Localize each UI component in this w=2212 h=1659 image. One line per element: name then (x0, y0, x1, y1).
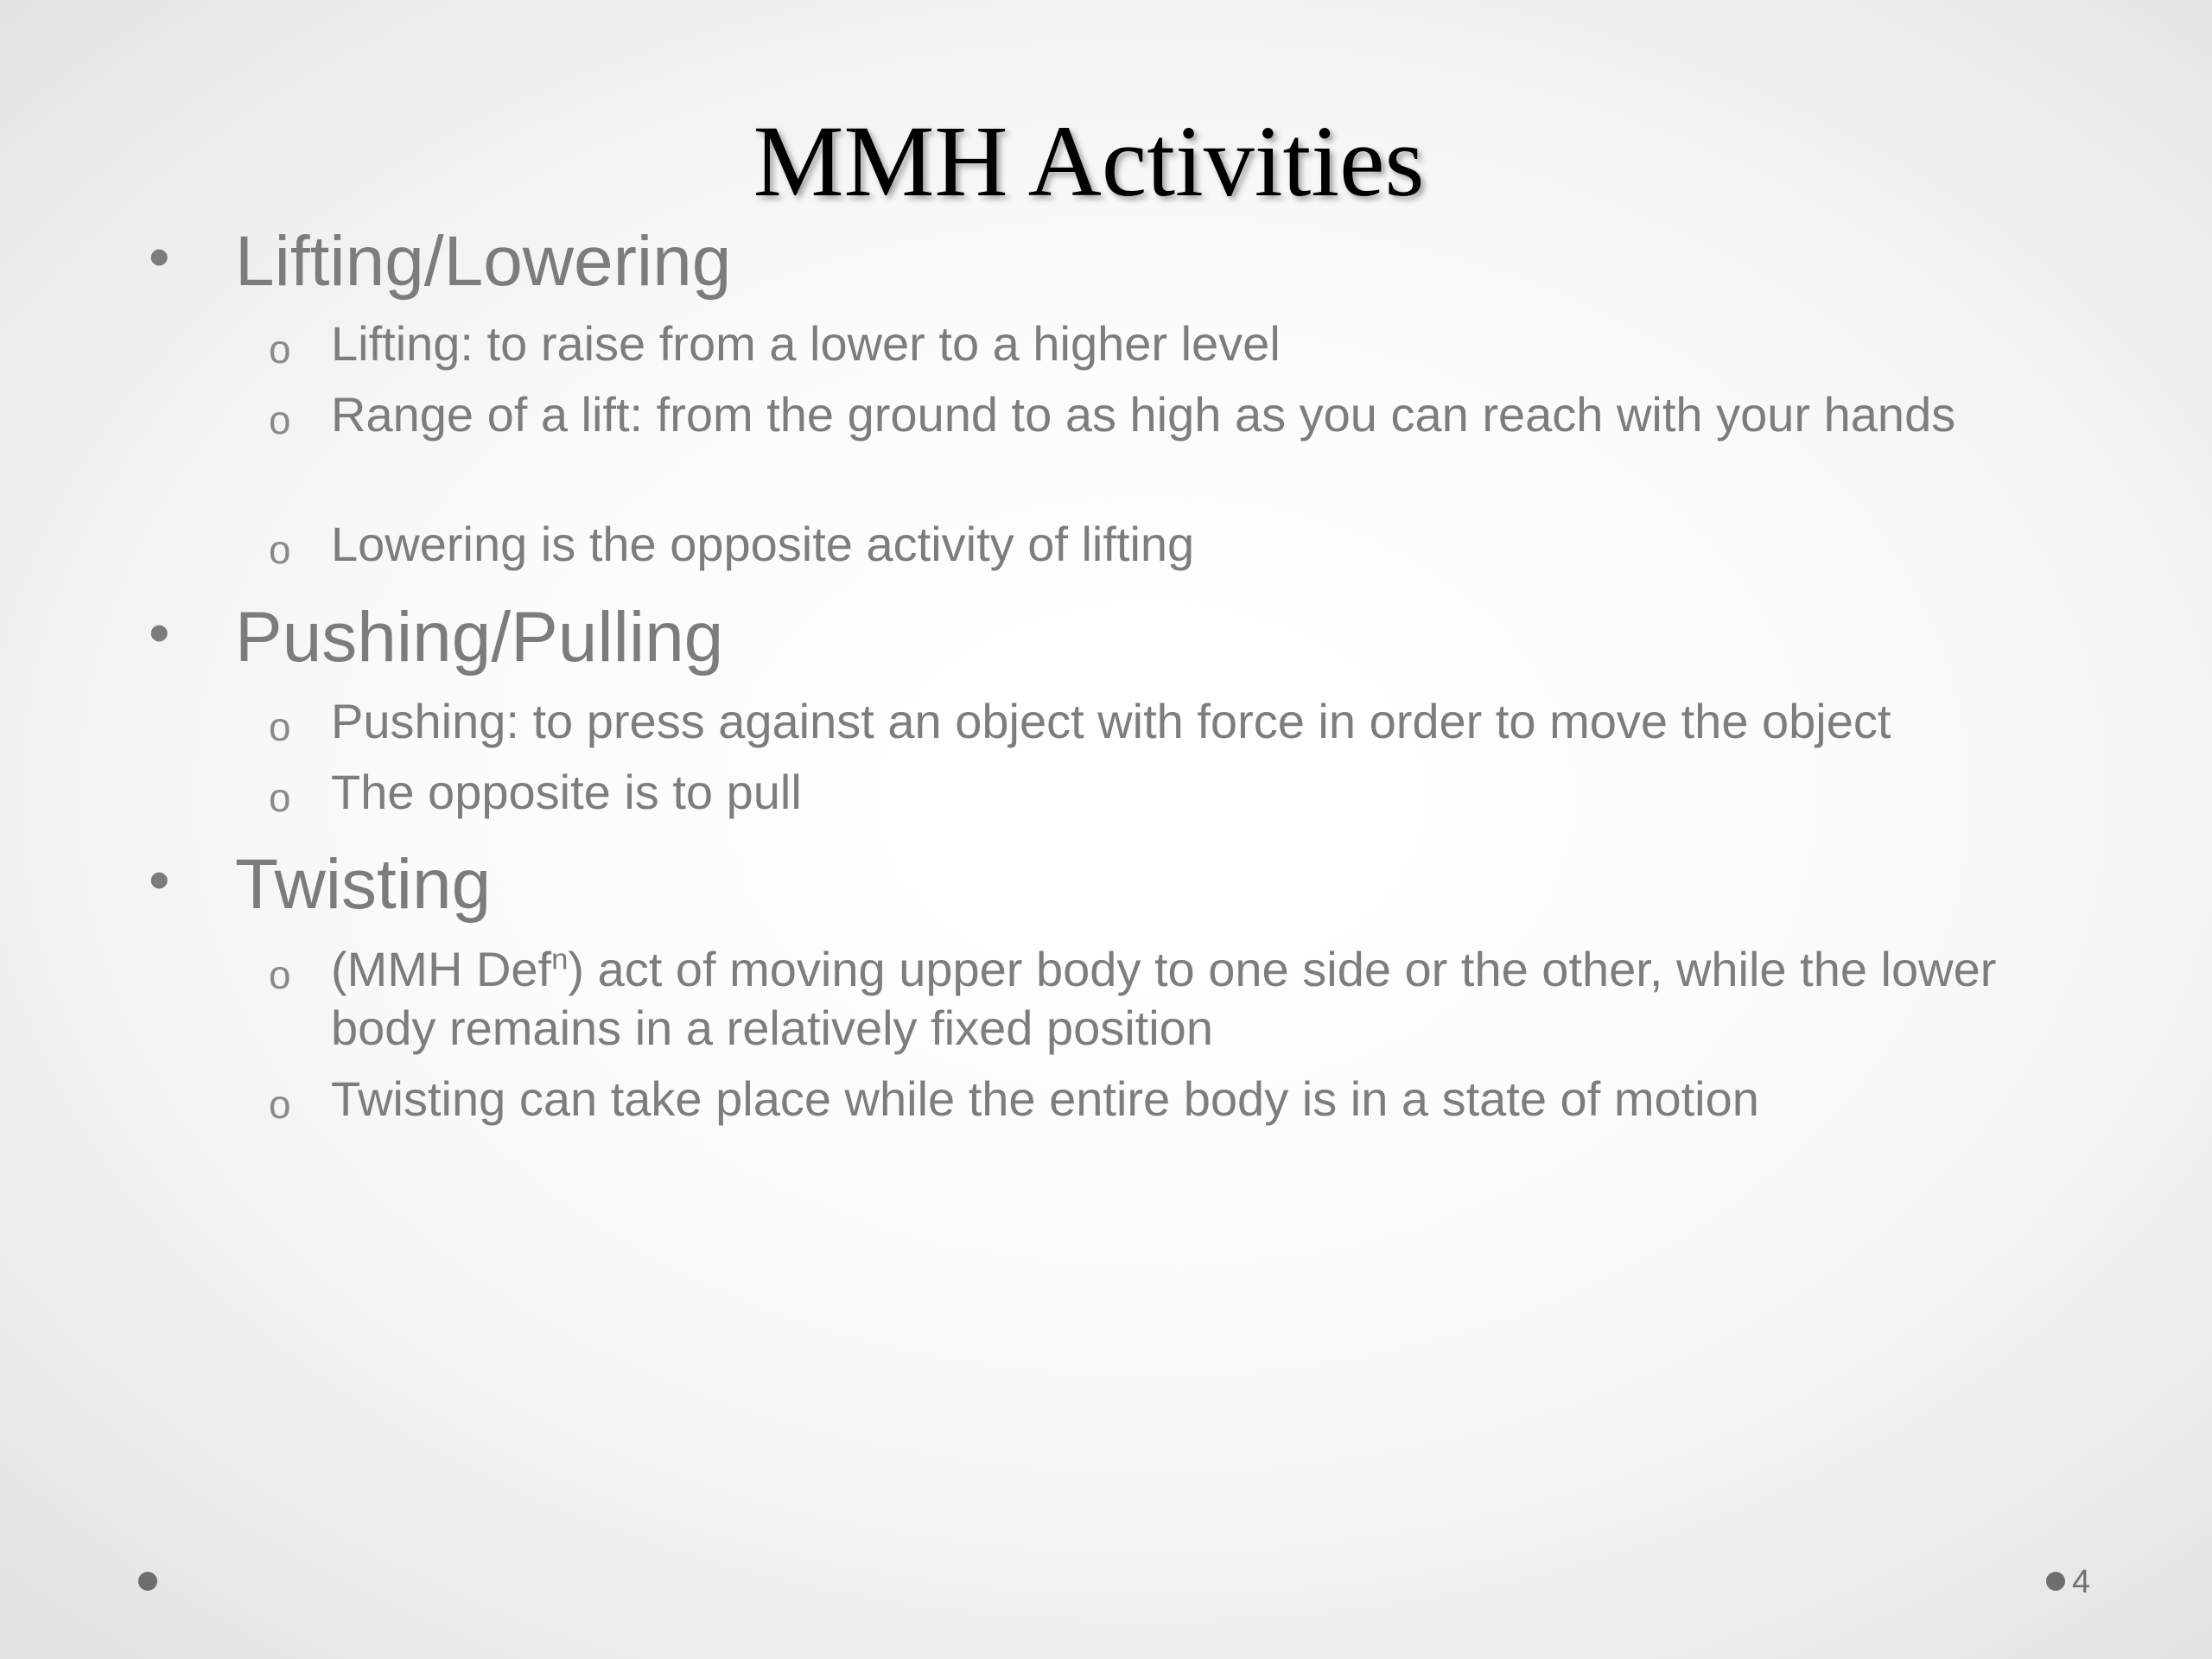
sub-bullet-item (269, 1070, 2094, 1128)
bullet-heading-lifting-lowering (149, 222, 732, 301)
sub-bullet-text: The opposite is to pull (331, 765, 802, 819)
sub-bullet-ring-icon: o (269, 775, 291, 820)
sub-bullet-ring-icon: o (269, 527, 291, 572)
sub-bullet-text: Twisting can take place while the entire body is in a state of motion (331, 1071, 1759, 1126)
sub-bullet-text: Range of a lift: from the ground to as high as you can reach with your hands (331, 387, 1956, 442)
sub-bullet-ring-icon: o (269, 952, 291, 997)
bullet-dot-icon: • (149, 599, 170, 666)
sub-bullet-item (269, 692, 2094, 751)
sub-bullet-item (269, 515, 2094, 574)
sub-bullet-text: Pushing: to press against an object with force in order to move the object (331, 694, 1891, 748)
bullet-heading-text: Pushing/Pulling (235, 598, 724, 677)
sub-bullet-ring-icon: o (269, 327, 291, 372)
slide-title: MMH Activities (753, 105, 1425, 218)
bullet-heading-text: Lifting/Lowering (235, 222, 732, 301)
bullet-dot-icon: • (149, 846, 170, 913)
sub-bullet-prefix: (MMH Def (331, 942, 552, 996)
sub-bullet-ring-icon: o (269, 704, 291, 749)
sub-bullet-text: Lifting: to raise from a lower to a higher level (331, 316, 1281, 371)
sub-bullet-ring-icon: o (269, 397, 291, 442)
bullet-heading-pushing-pulling (149, 598, 724, 677)
superscript: n (551, 943, 569, 976)
bullet-heading-text: Twisting (235, 845, 492, 924)
bullet-dot-icon: • (149, 223, 170, 290)
sub-bullet-text: Lowering is the opposite activity of lifting (331, 517, 1195, 571)
footer-dot-right-icon (2046, 1572, 2065, 1591)
sub-bullet-text: ) act of moving upper body to one side or the other, while the lower body remains in a relatively fixed position (331, 942, 1997, 1055)
sub-bullet-ring-icon: o (269, 1082, 291, 1127)
page-number: 4 (2072, 1564, 2091, 1600)
sub-bullet-item (269, 940, 2094, 1058)
sub-bullet-item (269, 385, 2094, 444)
sub-bullet-item (269, 763, 2094, 822)
bullet-heading-twisting (149, 845, 492, 924)
footer-dot-left-icon (138, 1572, 157, 1591)
sub-bullet-item (269, 315, 2094, 373)
